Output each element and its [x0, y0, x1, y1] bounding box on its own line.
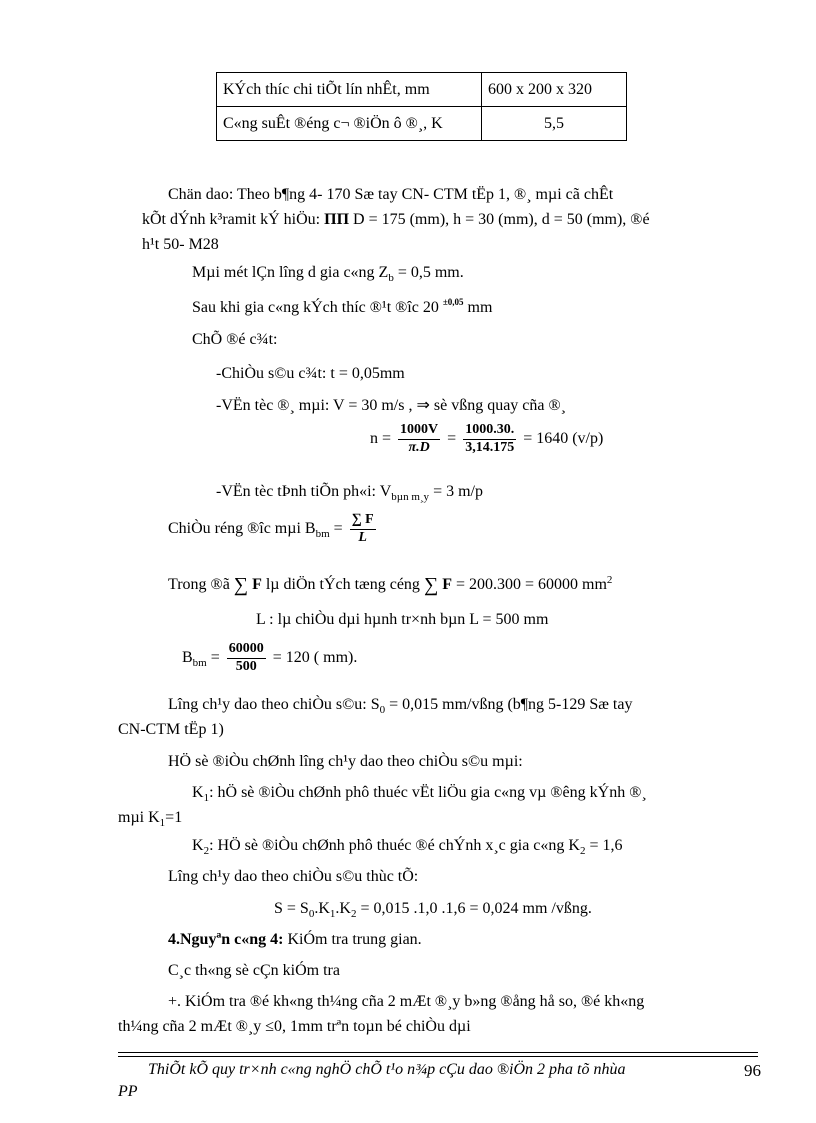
dimension-line	[192, 297, 492, 317]
text: n =	[370, 429, 396, 447]
tolerance-superscript: ±0,05	[442, 297, 464, 307]
text: : hÖ sè ®iÒu chØnh phô thuéc vËt liÖu gia c«ng vµ ®êng kÝnh ®¸	[209, 784, 647, 801]
table-row	[217, 73, 627, 107]
text: : HÖ sè ®iÒu chØnh phô thuéc ®é chÝnh x¸c gia c«ng K	[209, 837, 580, 854]
text: mµi K	[118, 809, 160, 826]
text: = 0,015 .1,0 .1,6 = 0,024 mm /vßng.	[356, 900, 592, 917]
operation-title: 4.Nguyªn c«ng 4:	[168, 931, 284, 948]
correction-factor-heading: HÖ sè ®iÒu chØnh lîng ch¹y dao theo chiÒu s©u mµi:	[168, 753, 523, 770]
text: K	[192, 784, 204, 801]
cutting-mode-heading: ChÕ ®é c¾t:	[192, 331, 278, 348]
wheel-speed-line: -VËn tèc ®¸ mµi: V = 30 m/s , ⇒ sè vßng quay cña ®¸	[216, 397, 566, 414]
k1-line	[192, 783, 647, 805]
text: = 3 m/p	[429, 483, 483, 500]
text: K	[192, 837, 204, 854]
subscript: bµn m¸y	[391, 491, 430, 503]
page-number: 96	[744, 1061, 761, 1080]
subscript: bm	[315, 527, 330, 540]
table-cell-value: 600 x 200 x 320	[482, 73, 627, 107]
fraction	[350, 512, 376, 547]
numerator: 1000.30.	[463, 422, 516, 440]
check-params-line: C¸c th«ng sè cÇn kiÓm tra	[168, 962, 340, 979]
footer-divider	[118, 1052, 758, 1053]
fraction	[463, 422, 516, 457]
depth-feed-line	[168, 695, 632, 717]
depth-feed-line2: CN-CTM tËp 1)	[118, 721, 224, 738]
k2-line	[192, 836, 622, 858]
denominator: L	[358, 529, 367, 545]
text: F	[438, 576, 452, 593]
text: = 1640 (v/p)	[523, 429, 604, 447]
text: = 120 ( mm).	[272, 648, 358, 666]
paragraph-tool-selection-line1: Chän dao: Theo b¶ng 4- 170 Sæ tay CN- CTM tËp 1, ®¸ mµi cã chÊt	[168, 186, 614, 203]
text: -VËn tèc tÞnh tiÕn ph«i: V	[216, 483, 392, 500]
footer-title-line2: PP	[118, 1083, 138, 1100]
subscript: 1	[203, 792, 210, 804]
footer-divider	[118, 1056, 758, 1057]
subscript: b	[388, 272, 394, 284]
text: .K	[314, 900, 330, 917]
table-cell-label: C«ng suÊt ®éng c¬ ®iÖn ô ®¸, K	[217, 107, 482, 141]
superscript: 2	[606, 574, 613, 586]
subscript: 2	[579, 845, 586, 857]
text: =1	[165, 809, 183, 826]
text: Lîng ch¹y dao theo chiÒu s©u: S	[168, 696, 380, 713]
k1-line2	[118, 808, 182, 830]
sigma-symbol: ∑	[233, 574, 249, 596]
text: D = 175 (mm), h = 30 (mm), d = 50 (mm), ®é	[349, 211, 650, 228]
footer-title: ThiÕt kÕ quy tr×nh c«ng nghÖ chÕ t¹o n¾p cÇu dao ®iÖn 2 pha tõ nhùa	[148, 1061, 626, 1078]
numerator: 60000	[227, 641, 266, 659]
text: mm	[463, 299, 493, 316]
text: S = S	[274, 900, 309, 917]
text: =	[206, 648, 224, 666]
paragraph-tool-selection-line2	[142, 210, 650, 229]
text: B	[182, 648, 193, 666]
text: ChiÒu réng ®îc mµi B	[168, 519, 316, 537]
text: kÕt dÝnh k³ramit kÝ hiÖu:	[142, 211, 325, 228]
grinding-allowance-line	[192, 263, 464, 285]
check-item-line1: +. KiÓm tra ®é kh«ng th¼ng cña 2 mÆt ®¸y b»ng ®ång hå so, ®é kh«ng	[168, 993, 645, 1010]
check-item-line2: th¼ng cña 2 mÆt ®¸y ≤0, 1mm trªn toµn bé chiÒu dµi	[118, 1018, 471, 1035]
text: = 200.300 = 60000 mm	[451, 576, 607, 593]
total-area-line	[168, 573, 612, 597]
denominator: π.D	[408, 439, 430, 455]
subscript: 0	[308, 908, 315, 920]
fraction	[398, 422, 440, 457]
denominator: 3,14.175	[465, 439, 515, 455]
text: .K	[335, 900, 351, 917]
code-symbol: ПП	[324, 211, 350, 228]
text: =	[329, 519, 347, 537]
subscript: 0	[379, 704, 386, 716]
subscript: 2	[350, 908, 357, 920]
text: lµ diÖn tÝch tæng céng	[261, 576, 424, 593]
table-cell-value: 5,5	[482, 107, 627, 141]
stroke-length-line: L : lµ chiÒu dµi hµnh tr×nh bµn L = 500 mm	[256, 611, 549, 628]
subscript: bm	[192, 656, 207, 669]
text: F	[248, 576, 262, 593]
numerator: 1000V	[398, 422, 440, 440]
text: = 0,5 mm.	[393, 264, 464, 281]
subscript: 1	[159, 817, 166, 829]
operation-4-heading	[168, 930, 422, 949]
text: = 0,015 mm/vßng (b¶ng 5-129 Sæ tay	[385, 696, 633, 713]
table-cell-label: KÝch thíc chi tiÕt lín nhÊt, mm	[217, 73, 482, 107]
spec-table	[216, 72, 627, 141]
text: Sau khi gia c«ng kÝch thíc ®¹t ®îc 20	[192, 299, 443, 316]
denominator: 500	[235, 658, 257, 674]
subscript: 2	[203, 845, 210, 857]
text: = 1,6	[585, 837, 623, 854]
text: Trong ®ã	[168, 576, 234, 593]
text: Mµi mét lÇn lîng d gia c«ng Z	[192, 264, 389, 281]
actual-feed-formula	[274, 899, 592, 921]
text: KiÓm tra trung gian.	[283, 931, 422, 948]
cut-depth-line: -ChiÒu s©u c¾t: t = 0,05mm	[216, 365, 405, 382]
rpm-formula	[370, 422, 603, 457]
sigma-symbol: ∑	[423, 574, 439, 596]
feed-speed-line	[216, 482, 483, 504]
fraction	[227, 641, 266, 676]
numerator: ∑ F	[350, 512, 376, 530]
actual-feed-heading: Lîng ch¹y dao theo chiÒu s©u thùc tÕ:	[168, 868, 419, 885]
width-result-formula	[182, 641, 357, 676]
paragraph-tool-selection-line3: h¹t 50- M28	[142, 236, 219, 253]
equals: =	[447, 429, 457, 447]
table-row	[217, 107, 627, 141]
grinding-width-formula	[168, 512, 379, 547]
subscript: 1	[329, 908, 336, 920]
